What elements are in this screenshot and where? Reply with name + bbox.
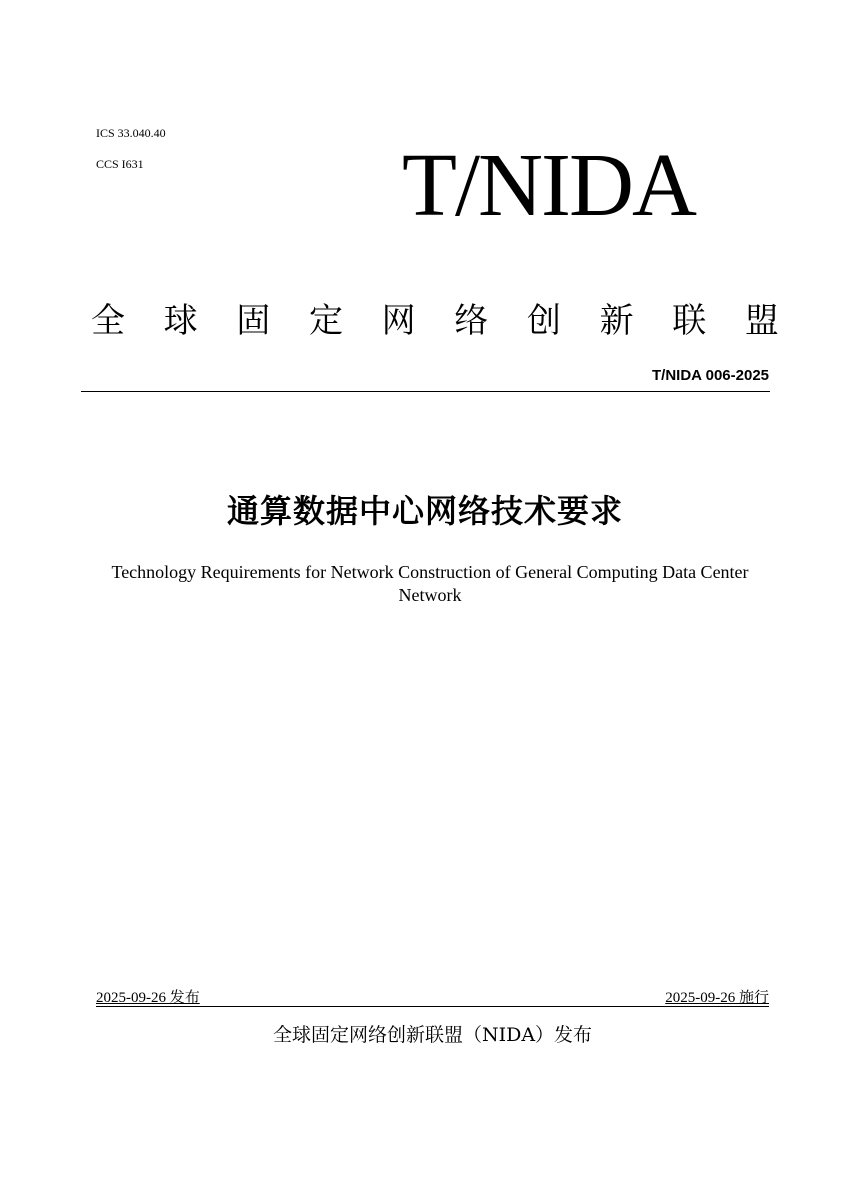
footer-divider: [96, 1006, 769, 1007]
organization-char: 球: [163, 301, 198, 341]
document-title-chinese: 通算数据中心网络技术要求: [226, 492, 623, 530]
header-divider: [81, 391, 770, 392]
organization-char: 定: [308, 301, 343, 341]
publisher-line: 全球固定网络创新联盟（NIDA）发布: [272, 1024, 593, 1046]
ccs-code: CCS I631: [96, 157, 144, 171]
organization-char: 络: [454, 301, 489, 341]
standard-number: T/NIDA 006-2025: [652, 367, 769, 384]
organization-char: 联: [672, 301, 707, 341]
standard-logo: T/NIDA: [402, 136, 695, 235]
issue-date: 2025-09-26 发布: [96, 990, 200, 1006]
document-title-english: Technology Requirements for Network Construction of General Computing Data Center Network: [111, 562, 749, 605]
organization-name: [90, 296, 780, 346]
organization-char: 盟: [744, 301, 779, 341]
organization-char: 网: [381, 301, 416, 341]
organization-char: 创: [526, 301, 561, 341]
organization-char: 全: [91, 301, 125, 341]
organization-char: 新: [599, 301, 634, 341]
implementation-date: 2025-09-26 施行: [665, 990, 769, 1006]
organization-char: 固: [236, 301, 271, 341]
ics-code: ICS 33.040.40: [96, 126, 166, 140]
